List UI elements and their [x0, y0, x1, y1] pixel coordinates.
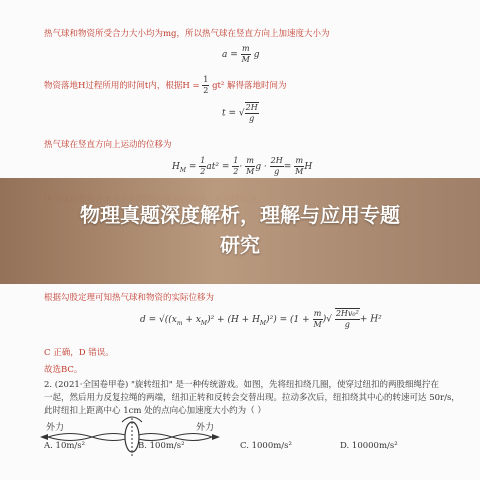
solution-line-2: 物资落地H过程所用的时间t内，根据H = $\frac{1}{2}$ gt² 解得落地时间为 — [44, 75, 287, 95]
arrow-right-icon — [212, 434, 220, 440]
equation-time: t = √ $\frac{2H}{g}$ — [222, 103, 258, 123]
equation-total-displacement: $d = √((x_m + x_M)^2 + (H + H_M)^2) = (1$ + $\frac{m}{M}$ )√ $\frac{\text{2Hv₀²}}{g}$ + H² — [140, 308, 382, 329]
banner-title-line-1: 物理真题深度解析，理解与应用专题 — [80, 203, 400, 227]
arrow-left-icon — [40, 434, 48, 440]
force-label-left: 外力 — [46, 423, 65, 433]
option-d: D. 10000m/s² — [340, 441, 398, 451]
option-c: C. 1000m/s² — [240, 441, 292, 451]
option-a: A. 10m/s² — [44, 441, 86, 451]
solution-line-3: 热气球在竖直方向上运动的位移为 — [44, 140, 172, 150]
option-b: B. 100m/s² — [138, 441, 185, 451]
question-2-line-2: 一起，然后用力反复拉绳的两端，纽扣正转和反转会交替出现。拉动多次后，纽扣绕其中心的转速可达 50r/s， — [44, 393, 460, 403]
question-2-line-3: 此时纽扣上距离中心 1cm 处的点向心加速度大小约为（ ） — [44, 406, 266, 416]
equation-acceleration: a = $\frac{m}{M}$ g — [222, 44, 260, 64]
force-label-right: 外力 — [196, 423, 215, 433]
equation-displacement: $H_M$ = $\frac{1}{2}$ at² = $\frac{1}{2}$ · $\frac{m}{M}$ g · $\frac{2H}{g}$ = $\frac{m}{M}$ H — [172, 156, 313, 176]
answer-choice: 故选BC。 — [44, 365, 83, 375]
spinning-button-figure — [40, 410, 240, 460]
solution-line-5: 根据勾股定理可知热气球和物资的实际位移为 — [44, 293, 215, 303]
banner-title — [0, 200, 480, 260]
banner-title-line-2: 研究 — [220, 233, 260, 257]
answer-statement: C 正确，D 错误。 — [44, 348, 114, 358]
question-2-line-1: 2. (2021·全国卷甲卷) "旋转纽扣" 是一种传统游戏。如图，先将纽扣绕几圈，使穿过纽扣的两股细绳拧在 — [44, 380, 440, 390]
solution-line-1: 热气球和物资所受合力大小均为mg，所以热气球在竖直方向上加速度大小为 — [44, 29, 330, 39]
